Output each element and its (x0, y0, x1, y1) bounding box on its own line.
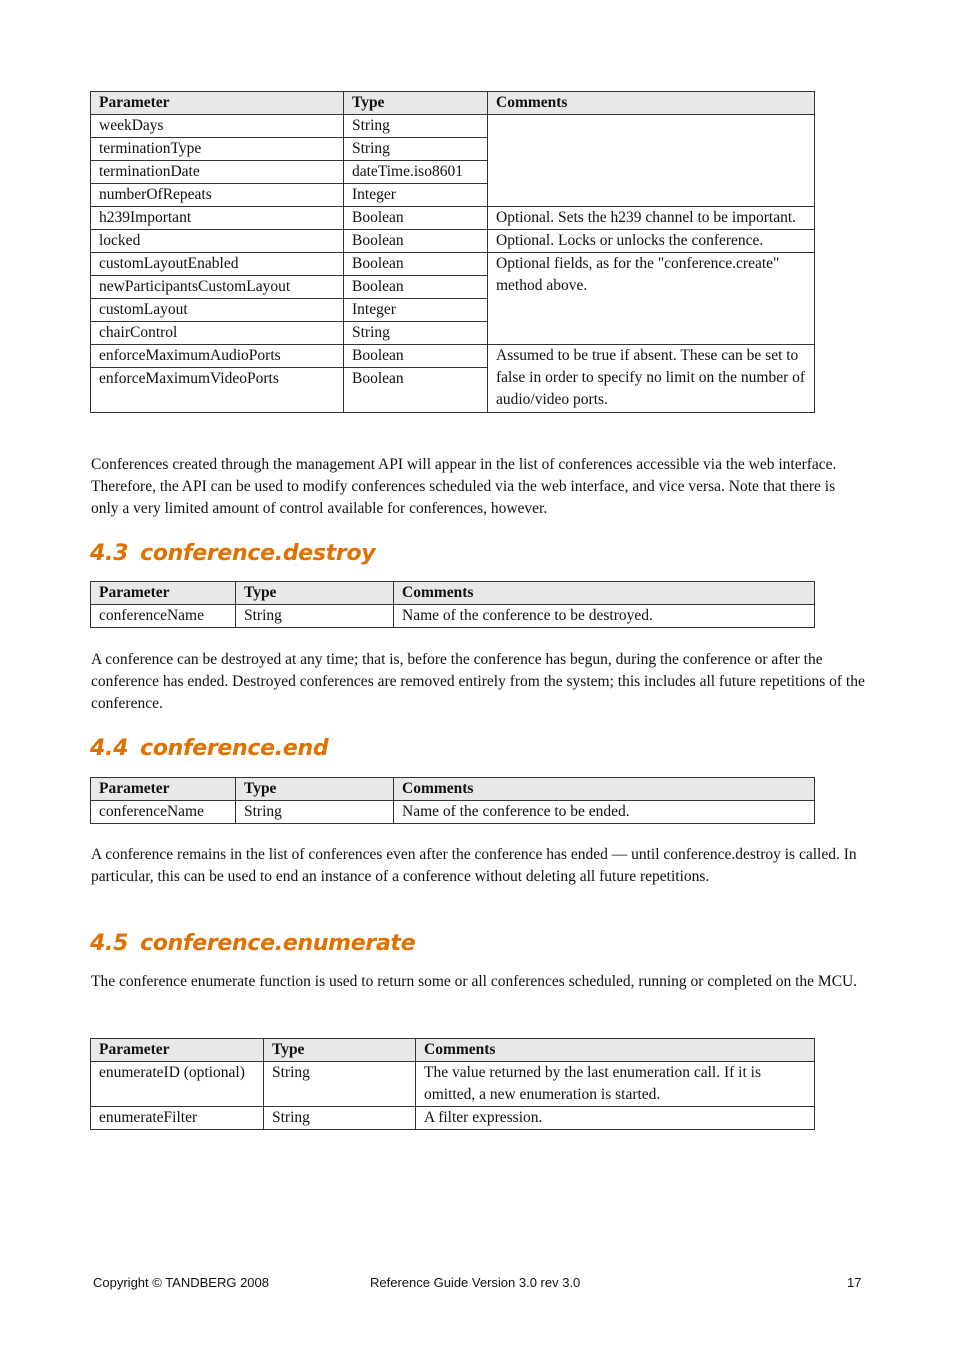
paragraph-destroy: A conference can be destroyed at any time; that is, before the conference has begun, during the conference or after the conference has ended. Destroyed conferences are removed entirely from the system; this includes all future repetitions of the conference. (91, 651, 865, 712)
header-parameter: Parameter (91, 582, 236, 605)
comment-cell: The value returned by the last enumeration call. If it is omitted, a new enumeration is started. (416, 1062, 815, 1107)
paragraph-enumerate-intro: The conference enumerate function is used to return some or all conferences scheduled, running or completed on the MCU. (91, 973, 858, 990)
type-cell: Integer (344, 184, 488, 207)
param-cell: enforceMaximumVideoPorts (91, 368, 344, 413)
end-parameters-table (90, 777, 815, 824)
type-cell: String (236, 605, 394, 628)
header-type: Type (264, 1039, 416, 1062)
type-cell: Integer (344, 299, 488, 322)
table-header-row (91, 92, 815, 115)
header-comments: Comments (394, 582, 815, 605)
type-cell: String (264, 1107, 416, 1130)
comment-cell: Optional. Locks or unlocks the conference. (488, 230, 815, 253)
param-cell: h239Important (91, 207, 344, 230)
type-cell: Boolean (344, 207, 488, 230)
param-cell: chairControl (91, 322, 344, 345)
comment-cell: Optional. Sets the h239 channel to be important. (488, 207, 815, 230)
header-comments: Comments (488, 92, 815, 115)
table-header-row (91, 582, 815, 605)
param-cell: enumerateFilter (91, 1107, 264, 1130)
header-comments: Comments (416, 1039, 815, 1062)
section-title: conference.enumerate (140, 931, 416, 956)
table-row (91, 1107, 815, 1130)
table-row (91, 230, 815, 253)
type-cell: dateTime.iso8601 (344, 161, 488, 184)
type-cell: String (264, 1062, 416, 1107)
type-cell: String (344, 115, 488, 138)
section-heading-4-4 (90, 736, 328, 761)
table-row (91, 345, 815, 368)
param-cell: customLayout (91, 299, 344, 322)
header-type: Type (344, 92, 488, 115)
comment-cell: Optional fields, as for the "conference.create" method above. (488, 253, 815, 345)
param-cell: conferenceName (91, 605, 236, 628)
paragraph-end: A conference remains in the list of conferences even after the conference has ended — until conference.destroy is called. In particular, this can be used to end an instance of a conference without deleting all future repetitions. (91, 846, 857, 885)
param-cell: numberOfRepeats (91, 184, 344, 207)
param-cell: conferenceName (91, 801, 236, 824)
table-row (91, 605, 815, 628)
type-cell: Boolean (344, 253, 488, 276)
param-cell: enumerateID (optional) (91, 1062, 264, 1107)
param-cell: newParticipantsCustomLayout (91, 276, 344, 299)
footer-guide-version: Reference Guide Version 3.0 rev 3.0 (370, 1275, 581, 1290)
section-number: 4.3 (90, 541, 129, 566)
table-row (91, 253, 815, 276)
type-cell: Boolean (344, 368, 488, 413)
table-row (91, 1062, 815, 1107)
comment-cell-empty (488, 115, 815, 207)
type-cell: Boolean (344, 230, 488, 253)
param-cell: terminationType (91, 138, 344, 161)
table-header-row (91, 778, 815, 801)
header-type: Type (236, 778, 394, 801)
type-cell: Boolean (344, 276, 488, 299)
header-parameter: Parameter (91, 92, 344, 115)
section-heading-4-5 (90, 931, 415, 956)
header-parameter: Parameter (91, 778, 236, 801)
destroy-parameters-table (90, 581, 815, 628)
header-type: Type (236, 582, 394, 605)
type-cell: String (236, 801, 394, 824)
parameters-table-continued (90, 91, 815, 413)
comment-cell: Name of the conference to be destroyed. (394, 605, 815, 628)
table-row (91, 801, 815, 824)
type-cell: Boolean (344, 345, 488, 368)
enumerate-parameters-table (90, 1038, 815, 1130)
section-number: 4.4 (90, 736, 129, 761)
type-cell: String (344, 138, 488, 161)
param-cell: weekDays (91, 115, 344, 138)
param-cell: terminationDate (91, 161, 344, 184)
comment-cell: A filter expression. (416, 1107, 815, 1130)
paragraph-api-conferences: Conferences created through the management API will appear in the list of conferences accessible via the web interface. Therefore, the API can be used to modify conferences scheduled via the web interface, and vice versa. Note that there is only a very limited amount of control available for conferences, however. (91, 456, 837, 517)
param-cell: enforceMaximumAudioPorts (91, 345, 344, 368)
param-cell: locked (91, 230, 344, 253)
comment-cell: Assumed to be true if absent. These can be set to false in order to specify no limit on the number of audio/video ports. (488, 345, 815, 413)
type-cell: String (344, 322, 488, 345)
header-comments: Comments (394, 778, 815, 801)
param-cell: customLayoutEnabled (91, 253, 344, 276)
section-number: 4.5 (90, 931, 129, 956)
comment-cell: Name of the conference to be ended. (394, 801, 815, 824)
table-row (91, 207, 815, 230)
table-row (91, 115, 815, 138)
section-title: conference.end (140, 736, 329, 761)
header-parameter: Parameter (91, 1039, 264, 1062)
footer-copyright: Copyright © TANDBERG 2008 (93, 1275, 270, 1290)
table-header-row (91, 1039, 815, 1062)
section-heading-4-3 (90, 541, 375, 566)
footer-page-number: 17 (847, 1275, 862, 1290)
section-title: conference.destroy (140, 541, 376, 566)
